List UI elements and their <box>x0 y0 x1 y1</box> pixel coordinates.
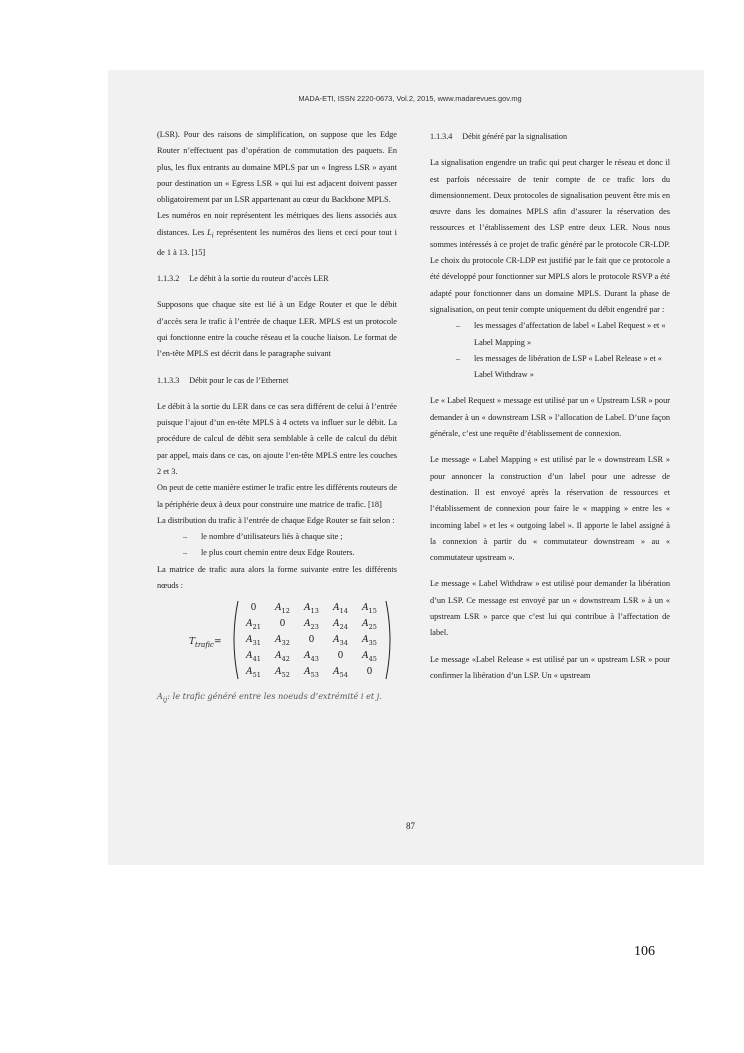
matrix-cell <box>268 632 297 648</box>
matrix-cell-base: A <box>362 619 369 630</box>
outer-page-number: 106 <box>634 944 655 959</box>
matrix-cell-base: 0 <box>308 635 315 646</box>
section-heading-1-1-3-3 <box>157 373 397 389</box>
matrix-cell <box>297 616 326 632</box>
matrix-cell-base: A <box>304 619 311 630</box>
section-title: Débit pour le cas de l’Ethernet <box>189 375 289 385</box>
right-bullet-list <box>430 318 670 383</box>
matrix-cell <box>355 664 384 680</box>
matrix-cell-index: 24 <box>339 623 348 632</box>
section-number: 1.1.3.4 <box>430 132 453 141</box>
list-item: – le nombre d’utilisateurs liés à chaque site ; <box>183 529 397 545</box>
matrix-cell-index: 12 <box>281 607 290 616</box>
spacer <box>430 383 670 393</box>
matrix-symbol-subscript: trafic <box>195 641 214 650</box>
matrix-cell-index: 52 <box>281 671 290 680</box>
left-paren-icon <box>229 600 239 680</box>
matrix-cell-base: A <box>333 619 340 630</box>
matrix-cell-base: 0 <box>250 603 257 614</box>
list-item: – le plus court chemin entre deux Edge Routers. <box>183 545 397 561</box>
matrix-cell <box>326 632 355 648</box>
matrix-cell <box>268 616 297 632</box>
matrix-cell-base: A <box>275 667 282 678</box>
matrix-cell-base: A <box>246 635 253 646</box>
matrix-cell-base: A <box>304 667 311 678</box>
caption-subscript: ij <box>162 696 168 705</box>
section-number: 1.1.3.3 <box>157 375 180 385</box>
spacer <box>430 642 670 652</box>
matrix-cell <box>355 600 384 616</box>
matrix-cell <box>355 648 384 664</box>
matrix-grid <box>239 600 384 680</box>
right-paragraph-2: Le « Label Request » message est utilisé par un « Upstream LSR » pour demander à un « downstream LSR » l’allocation de Label. D’une façon générale, c’est une requête d’établissement de connexion. <box>430 396 670 439</box>
var-letter: L <box>207 227 212 237</box>
matrix-cell <box>268 600 297 616</box>
matrix-cell-index: 53 <box>310 671 319 680</box>
matrix-cell-base: A <box>333 603 340 614</box>
matrix-cell-index: 51 <box>252 671 261 680</box>
matrix-cell <box>297 664 326 680</box>
matrix-cell <box>239 664 268 680</box>
left-paragraph-1: (LSR). Pour des raisons de simplification, on suppose que les Edge Router n’effectuent pas d’opération de commutation des paquets. En plus, les flux entrants au domaine MPLS par un « Ingress LSR » ayant pour destination un « Egress LSR » qui lui est adjacent doivent passer obligatoirement par un LSR appartenant au cœur du Backbone MPLS. <box>157 130 397 205</box>
right-paren-icon <box>385 600 395 680</box>
matrix-cell <box>326 664 355 680</box>
matrix-cell-base: A <box>275 603 282 614</box>
running-header: MADA-ETI, ISSN 2220-0673, Vol.2, 2015, www.madarevues.gov.mg <box>298 94 522 103</box>
left-paragraph-4: Le débit à la sortie du LER dans ce cas sera différent de celui à l’entrée puisque l’ajout d’un en-tête MPLS à 4 octets va influer sur le débit. La procédure de calcul de débit sera semblable à celle de calcul du débit par appel, mais dans ce cas, on ajoute l’en-tête MPLS entre les couches 2 et 3. <box>157 401 397 476</box>
inner-page-number: 87 <box>406 821 415 831</box>
matrix-label <box>189 634 221 653</box>
matrix-cell-base: A <box>333 635 340 646</box>
matrix-cell <box>355 632 384 648</box>
section-title: Le débit à la sortie du routeur d’accès LER <box>189 274 329 284</box>
matrix-cell-base: 0 <box>366 667 373 678</box>
matrix-cell-base: A <box>362 651 369 662</box>
section-heading-1-1-3-2 <box>157 271 397 287</box>
equals-sign: = <box>213 637 222 648</box>
left-paragraph-3: Supposons que chaque site est lié à un Edge Router et que le débit d’accès sera le trafic à l’entrée de chaque LER. MPLS est un protocole qui fonctionne entre la couche réseau et la couche liaison. Le format de l’en-tête MPLS est décrit dans le paragraphe suivant <box>157 300 397 359</box>
matrix-cell-index: 41 <box>252 655 261 664</box>
right-paragraph-4: Le message « Label Withdraw » est utilisé pour demander la libération d’un LSP. Ce message est envoyé par un « downstream LSR » à un « upstream LSR » parce que c’est lui qui contribue à l’affectation de label. <box>430 579 670 638</box>
traffic-matrix <box>157 600 397 686</box>
matrix-cell <box>239 648 268 664</box>
text-fragment: représentent les numéros des liens et ceci pour tout i de 1 à 13. [15] <box>157 227 397 257</box>
section-number: 1.1.3.2 <box>157 274 180 284</box>
matrix-cell-base: A <box>362 603 369 614</box>
matrix-cell <box>297 648 326 664</box>
matrix-cell-index: 13 <box>310 607 319 616</box>
matrix-cell-index: 34 <box>339 639 348 648</box>
caption-var: A <box>157 691 163 702</box>
left-bullet-list <box>157 529 397 562</box>
left-paragraph-6: La distribution du trafic à l’entrée de chaque Edge Router se fait selon : <box>157 515 395 525</box>
matrix-cell-base: 0 <box>337 651 344 662</box>
left-paragraph-5: On peut de cette manière estimer le trafic entre les différents routeurs de la périphérie deux à deux pour construire une matrice de trafic. [18] <box>157 483 397 509</box>
matrix-symbol: T <box>189 637 196 648</box>
matrix-cell-base: A <box>275 635 282 646</box>
matrix-cell-base: 0 <box>279 619 286 630</box>
matrix-cell-base: A <box>362 635 369 646</box>
matrix-cell <box>239 632 268 648</box>
matrix-cell <box>239 616 268 632</box>
matrix-cell-base: A <box>246 651 253 662</box>
matrix-cell <box>326 600 355 616</box>
spacer <box>430 442 670 452</box>
list-item: – les messages de libération de LSP « Label Release » et « Label Withdraw » <box>456 351 670 384</box>
matrix-cell-index: 23 <box>310 623 319 632</box>
matrix-cell-index: 42 <box>281 655 290 664</box>
matrix-cell-index: 14 <box>339 607 348 616</box>
matrix-cell-base: A <box>275 651 282 662</box>
matrix-cell-index: 35 <box>368 639 377 648</box>
right-paragraph-1: La signalisation engendre un trafic qui peut charger le réseau et donc il est parfois nécessaire de tenir compte de ce trafic lors du dimensionnement. Deux protocoles de signalisation peuvent être mis en œuvre dans les domaines MPLS afin d’assurer la réservation des ressources et l’établissement des LSP entre deux LER. Nous nous sommes intéressés à ce projet de trafic généré par le protocole CR-LDP. Le choix du protocole CR-LDP est justifié par le fait que ce protocole a été développé pour fonctionner sur MPLS alors le protocole RSVP a été adapté pour fonctionner dans un domaine MPLS. Durant la phase de signalisation, on peut tenir compte uniquement du débit engendré par : <box>430 158 670 314</box>
matrix-cell-base: A <box>304 603 311 614</box>
matrix-cell <box>297 600 326 616</box>
left-paragraph-2 <box>157 208 397 261</box>
matrix-cell <box>297 632 326 648</box>
left-paragraph-7: La matrice de trafic aura alors la forme suivante entre les différents nœuds : <box>157 564 397 591</box>
matrix-cell-base: A <box>304 651 311 662</box>
matrix-cell-index: 32 <box>281 639 290 648</box>
matrix-caption <box>157 688 397 708</box>
matrix-cell-index: 15 <box>368 607 377 616</box>
matrix-cell-index: 45 <box>368 655 377 664</box>
section-heading-1-1-3-4 <box>430 129 670 145</box>
matrix-cell-index: 25 <box>368 623 377 632</box>
matrix-cell <box>355 616 384 632</box>
matrix-cell-index: 31 <box>252 639 261 648</box>
caption-text: : le trafic généré entre les noeuds d’extrémité i et j. <box>167 691 382 702</box>
matrix-cell-index: 21 <box>252 623 261 632</box>
left-column <box>157 127 397 708</box>
matrix-cell <box>239 600 268 616</box>
text-fragment: Les numéros en noir représentent les métriques des liens associés aux distances. Les <box>157 211 397 237</box>
right-column <box>430 127 670 684</box>
matrix-cell-base: A <box>333 667 340 678</box>
matrix-cell-base: A <box>246 667 253 678</box>
right-paragraph-5: Le message «Label Release » est utilisé par un « upstream LSR » pour confirmer la libération d’un LSP. Un « upstream <box>430 654 670 680</box>
matrix-cell <box>326 648 355 664</box>
var-subscript: i <box>211 232 214 240</box>
matrix-cell-base: A <box>246 619 253 630</box>
matrix-cell-index: 43 <box>310 655 319 664</box>
right-paragraph-3: Le message « Label Mapping » est utilisé par le « downstream LSR » pour annoncer la construction d’un label pour une adresse de destination. Il est envoyé après la réservation de ressources et l’établissement de connexion pour faire le « mapping » entre les « incoming label » et les « outgoing label ». Il apporte le label assigné à la connexion à partir du « commutateur downstream » au « commutateur upstream ». <box>430 455 670 563</box>
spacer <box>430 566 670 576</box>
list-item: – les messages d’affectation de label « Label Request » et « Label Mapping » <box>456 318 670 351</box>
matrix-cell-index: 54 <box>339 671 348 680</box>
matrix-cell <box>268 648 297 664</box>
section-title: Débit généré par la signalisation <box>462 132 567 141</box>
matrix-cell <box>268 664 297 680</box>
matrix-cell <box>326 616 355 632</box>
